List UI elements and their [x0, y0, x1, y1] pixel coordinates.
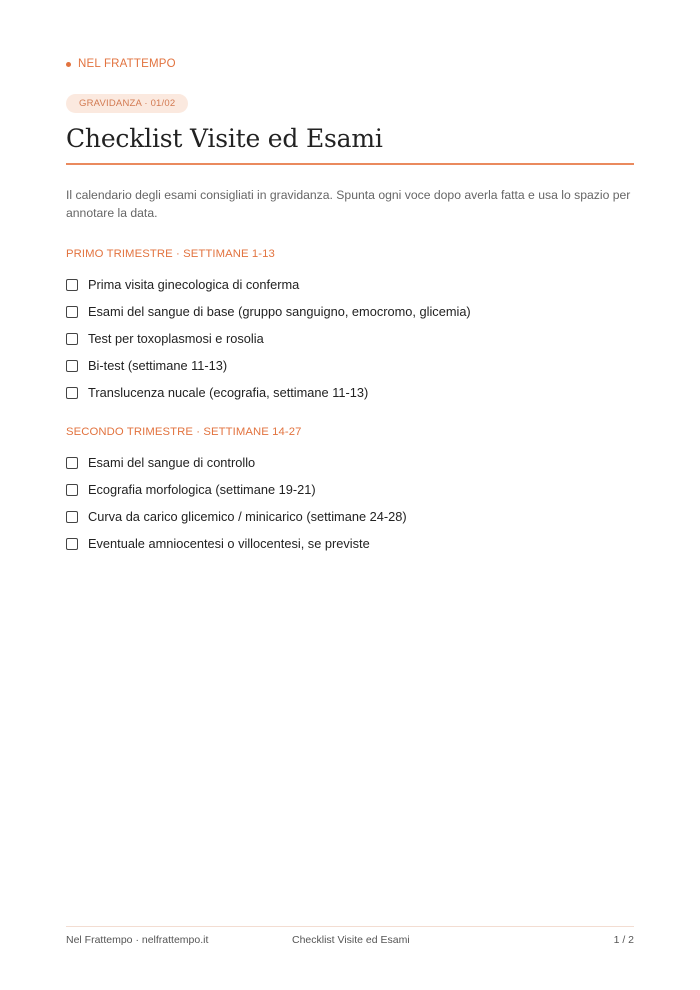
checklist-item[interactable] [66, 271, 471, 298]
checklist-item[interactable] [66, 503, 407, 530]
checklist-item-label: Eventuale amniocentesi o villocentesi, se previste [88, 536, 370, 551]
checkbox[interactable] [66, 484, 78, 496]
footer-divider [66, 926, 634, 927]
checklist-first-trimester [66, 271, 471, 406]
checklist-second-trimester [66, 449, 407, 557]
checkbox[interactable] [66, 538, 78, 550]
checklist-item[interactable] [66, 530, 407, 557]
checklist-item[interactable] [66, 298, 471, 325]
checklist-item[interactable] [66, 352, 471, 379]
checkbox[interactable] [66, 279, 78, 291]
page-title: Checklist Visite ed Esami [66, 124, 383, 153]
section-heading-first-trimester: PRIMO TRIMESTRE · SETTIMANE 1-13 [66, 248, 275, 260]
checkbox[interactable] [66, 387, 78, 399]
footer-brand: Nel Frattempo · nelfrattempo.it [66, 934, 209, 946]
checklist-item[interactable] [66, 476, 407, 503]
checklist-item[interactable] [66, 325, 471, 352]
checklist-item-label: Curva da carico glicemico / minicarico (settimane 24-28) [88, 509, 407, 524]
checkbox[interactable] [66, 360, 78, 372]
brand-dot-icon [66, 62, 71, 67]
checklist-item-label: Ecografia morfologica (settimane 19-21) [88, 482, 316, 497]
brand-name: NEL FRATTEMPO [78, 58, 176, 70]
checkbox[interactable] [66, 306, 78, 318]
checklist-item[interactable] [66, 449, 407, 476]
checklist-item-label: Bi-test (settimane 11-13) [88, 358, 228, 373]
checklist-item[interactable] [66, 379, 471, 406]
checkbox[interactable] [66, 457, 78, 469]
checklist-item-label: Esami del sangue di controllo [88, 455, 256, 470]
brand-header [66, 58, 176, 70]
checkbox[interactable] [66, 511, 78, 523]
page-number: 1 / 2 [613, 934, 634, 946]
checklist-item-label: Translucenza nucale (ecografia, settimane 11-13) [88, 385, 369, 400]
section-heading-second-trimester: SECONDO TRIMESTRE · SETTIMANE 14-27 [66, 426, 302, 438]
checklist-item-label: Esami del sangue di base (gruppo sanguigno, emocromo, glicemia) [88, 304, 471, 319]
page-footer [66, 934, 634, 948]
checklist-item-label: Test per toxoplasmosi e rosolia [88, 331, 264, 346]
title-divider [66, 163, 634, 165]
footer-title: Checklist Visite ed Esami [292, 934, 410, 946]
category-badge: GRAVIDANZA · 01/02 [66, 94, 188, 113]
checkbox[interactable] [66, 333, 78, 345]
intro-text: Il calendario degli esami consigliati in gravidanza. Spunta ogni voce dopo averla fatta e usa lo spazio per annotare la data. [66, 188, 631, 220]
checklist-page [66, 0, 634, 990]
checklist-item-label: Prima visita ginecologica di conferma [88, 277, 300, 292]
